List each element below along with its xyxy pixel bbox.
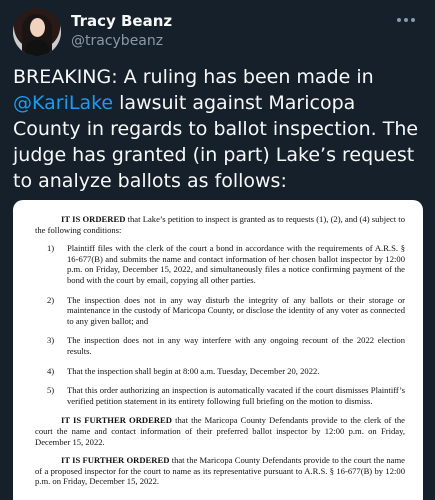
mention-link[interactable]: @KariLake bbox=[13, 92, 114, 114]
condition-item: 4) That the inspection shall begin at 8:00 a.m. Tuesday, December 20, 2022. bbox=[47, 365, 320, 376]
order-intro: IT IS ORDERED that Lake’s petition to inspect is granted as to requests (1), (2), and (4) subject to the following conditions: bbox=[35, 214, 405, 235]
more-icon[interactable] bbox=[397, 16, 419, 24]
tweet-text-part1: BREAKING: A ruling has been made in bbox=[13, 66, 374, 88]
further-order-2: IT IS FURTHER ORDERED that the Maricopa County Defendants provide to the court the name of a proposed inspector for the court to name as its representative pursuant to A.R.S. § 16-677(B) by 12:00 p.m. on Friday, December 15, 2022. bbox=[35, 455, 405, 487]
avatar[interactable] bbox=[13, 8, 61, 56]
further-order-1: IT IS FURTHER ORDERED that the Maricopa County Defendants provide to the clerk of the court the name and contact information of their preferred ballot inspector by 12:00 p.m. on Friday, December 15, 2022. bbox=[35, 415, 405, 447]
conditions-list bbox=[35, 243, 405, 406]
author-name[interactable]: Tracy Beanz bbox=[71, 12, 173, 30]
author-handle[interactable]: @tracybeanz bbox=[71, 33, 164, 49]
condition-item: 2) The inspection does not in any way disturb the integrity of any ballots or their storage or maintenance in the custody of Maricopa County, or disclose the identity of any voter as connected to any given ballot; and bbox=[47, 294, 405, 326]
attached-document-image[interactable] bbox=[13, 200, 423, 500]
condition-item: 1) Plaintiff files with the clerk of the court a bond in accordance with the requirements of A.R.S. § 16-677(B) and submits the name and contact information of her chosen ballot inspector by 12:00 p.m. on Friday, December 15, 2022, and simultaneously files a notice confirming payment of the bond with the court by email, copying all other parties. bbox=[47, 243, 405, 285]
tweet-text bbox=[13, 64, 428, 194]
tweet-text-part2: lawsuit against Maricopa County in regards to ballot inspection. The judge has granted (in part) Lake’s request to analyze ballots as follows: bbox=[13, 92, 419, 192]
tweet-header bbox=[13, 8, 423, 56]
condition-item: 3) The inspection does not in any way interfere with any ongoing recount of the 2022 election results. bbox=[47, 335, 405, 356]
condition-item: 5) That this order authorizing an inspection is automatically vacated if the court dismisses Plaintiff’s verified petition statement in its entirety following full briefing on the motion to dismiss. bbox=[47, 385, 405, 406]
avatar-body bbox=[25, 40, 49, 56]
avatar-face bbox=[30, 18, 45, 37]
